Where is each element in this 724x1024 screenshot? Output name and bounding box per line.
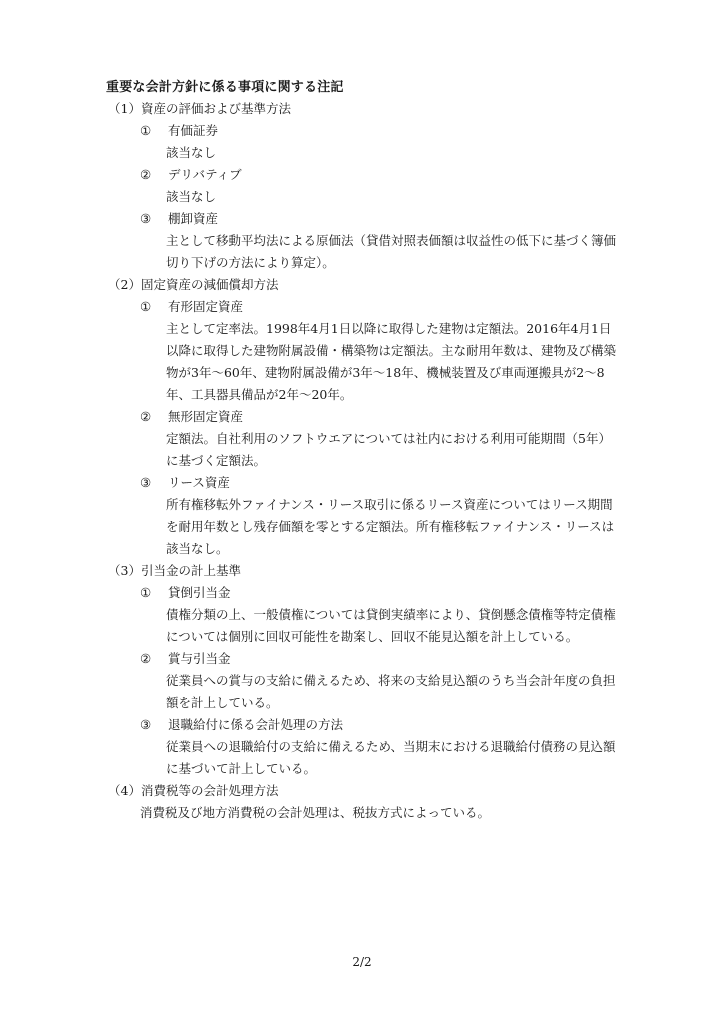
item-title: 棚卸資産 [168,211,219,226]
section-4-body: 消費税及び地方消費税の会計処理は、税抜方式によっている。 [140,805,491,820]
item-number: ② [140,167,152,182]
section-1-heading: （1）資産の評価および基準方法 [108,101,291,116]
item-number: ③ [140,717,152,732]
item-title: 賞与引当金 [168,651,231,666]
item-number: ① [140,123,152,138]
section-2-item-1-heading [140,296,243,318]
item-title: 有価証券 [168,123,219,138]
item-number: ② [140,651,152,666]
item-title: 有形固定資産 [168,299,244,314]
section-2-item-3-heading [140,472,230,494]
section-2-item-1-body: 主として定率法。1998年4月1日以降に取得した建物は定額法。2016年4月1日以降に取得した建物附属設備・構築物は定額法。主な耐用年数は、建物及び構築物が3年〜60年、建物附属設備が3年〜18年、機械装置及び車両運搬具が2〜8年、工具器具備品が2年〜20年。 [166,321,617,402]
page-number: 2/2 [352,955,372,969]
item-title: 貸倒引当金 [168,585,231,600]
item-title: リース資産 [168,475,230,490]
section-1-item-1-heading [140,120,218,142]
section-3-heading: （3）引当金の計上基準 [108,563,241,578]
section-1-item-2-heading [140,164,242,186]
section-2-item-3-body: 所有権移転外ファイナンス・リース取引に係るリース資産についてはリース期間を耐用年数とし残存価額を零とする定額法。所有権移転ファイナンス・リースは該当なし。 [166,497,615,556]
section-3-item-2-body: 従業員への賞与の支給に備えるため、将来の支給見込額のうち当会計年度の負担額を計上している。 [166,673,616,710]
item-number: ③ [140,211,152,226]
item-title: 無形固定資産 [168,409,244,424]
item-number: ② [140,409,152,424]
document-title: 重要な会計方針に係る事項に関する注記 [106,80,344,95]
section-2-heading: （2）固定資産の減価償却方法 [108,277,279,292]
item-number: ① [140,585,152,600]
item-number: ③ [140,475,152,490]
section-3-item-1-heading [140,582,231,604]
section-1-item-3-body: 主として移動平均法による原価法（貸借対照表価額は収益性の低下に基づく簿価切り下げの方法により算定）。 [166,233,617,270]
section-1-item-3-heading [140,208,218,230]
item-number: ① [140,299,152,314]
item-title: 退職給付に係る会計処理の方法 [168,717,344,732]
section-2-item-2-heading [140,406,243,428]
section-3-item-2-heading [140,648,231,670]
section-2-item-2-body: 定額法。自社利用のソフトウエアについては社内における利用可能期間（5年）に基づく定額法。 [166,431,611,468]
section-3-item-3-body: 従業員への退職給付の支給に備えるため、当期末における退職給付債務の見込額に基づいて計上している。 [166,739,616,776]
section-3-item-3-heading [140,714,343,736]
section-1-item-2-body: 該当なし [166,189,217,204]
section-1-item-1-body: 該当なし [166,145,217,160]
section-4-heading: （4）消費税等の会計処理方法 [108,783,279,798]
item-title: デリバティブ [168,167,242,182]
section-3-item-1-body: 債権分類の上、一般債権については貸倒実績率により、貸倒懸念債権等特定債権については個別に回収可能性を勘案し、回収不能見込額を計上している。 [166,607,616,644]
